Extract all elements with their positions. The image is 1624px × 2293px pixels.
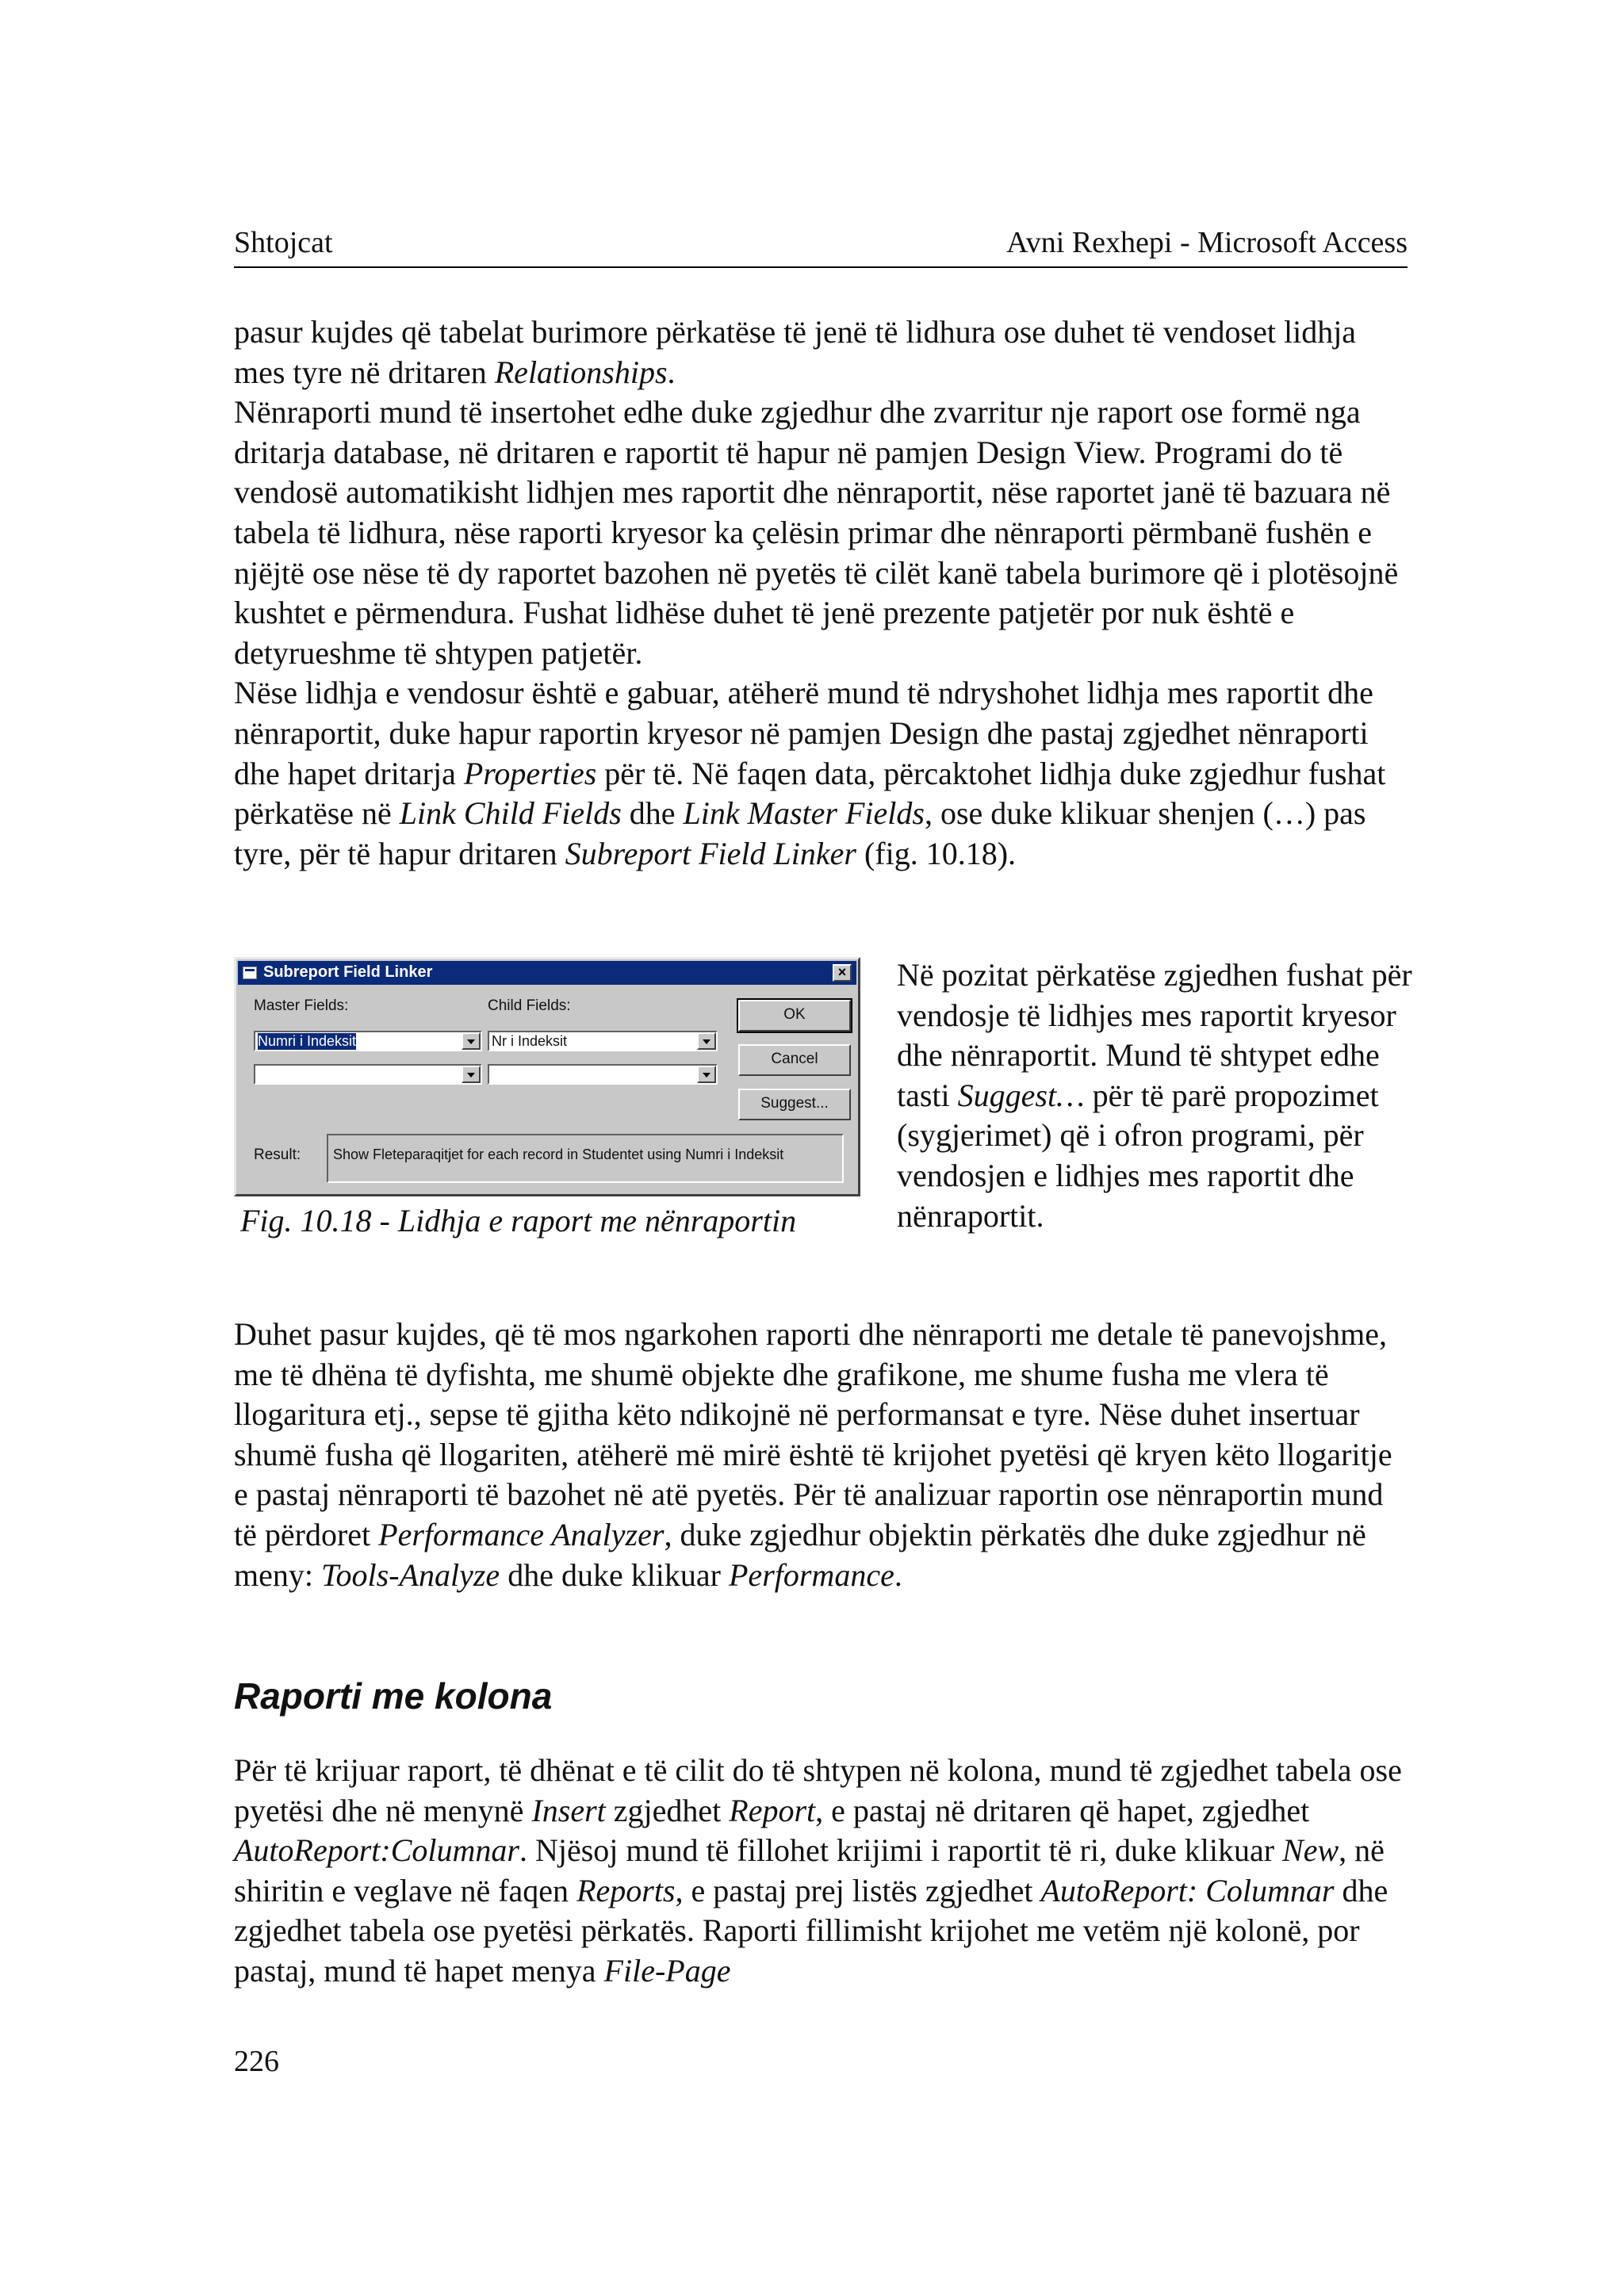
text-run: . Njësoj mund të fillohet krijimi i raportit të ri, duke klikuar bbox=[519, 1832, 1283, 1869]
text-run: dhe zgjedhet tabela ose pyetësi përkatës. Raporti fillimisht krijohet me vetëm një kolonë, por pastaj, mund të hapet menya bbox=[234, 1872, 1388, 1989]
child-field-select-1[interactable] bbox=[488, 1031, 718, 1051]
paragraph-columnar bbox=[234, 1751, 1408, 1992]
italic-term: Tools-Analyze bbox=[320, 1556, 500, 1593]
child-field-value: Nr i Indeksit bbox=[492, 1033, 568, 1049]
italic-term: Link Master Fields bbox=[683, 795, 925, 832]
section-heading: Raporti me kolona bbox=[234, 1675, 553, 1717]
chevron-down-icon[interactable] bbox=[462, 1066, 481, 1083]
text-run: dhe bbox=[621, 795, 684, 832]
paragraph-intro bbox=[234, 312, 1408, 874]
result-label: Result: bbox=[254, 1146, 301, 1163]
master-field-select-2[interactable] bbox=[254, 1064, 482, 1085]
window-icon bbox=[243, 967, 257, 979]
text-run: Nëse lidhja e vendosur është e gabuar, atëherë mund të ndryshohet lidhja mes raportit dhe nënraportit, duke hapur raportin kryesor në pamjen Design dhe pastaj zgjedhet nënraporti dhe hapet dritarja bbox=[234, 675, 1373, 791]
child-field-select-2[interactable] bbox=[488, 1064, 718, 1085]
child-fields-label: Child Fields: bbox=[488, 997, 571, 1014]
figure-caption: Fig. 10.18 - Lidhja e raport me nënraportin bbox=[240, 1203, 797, 1238]
italic-term: Report bbox=[729, 1792, 816, 1828]
page-header bbox=[234, 225, 1408, 268]
text-run: Duhet pasur kujdes, që të mos ngarkohen raporti dhe nënraporti me detale të panevojshme, me të dhëna të dyfishta, me shumë objekte dhe grafikone, me shume fusha me vlera të llogaritura etj., sepse të gjitha këto ndikojnë në performansat e tyre. Nëse duhet insertuar shumë fusha që llogariten, atëherë më mirë është të krijohet pyetësi që kryen këto llogaritje e pastaj nënraporti të bazohet në atë pyetës. Për të analizuar raportin ose nënraportin mund të përdoret bbox=[234, 1316, 1392, 1552]
text-run: . bbox=[667, 354, 676, 390]
result-text: Show Fleteparaqitjet for each record in Studentet using Numri i Indeksit bbox=[327, 1134, 844, 1183]
italic-term: Suggest… bbox=[957, 1077, 1085, 1113]
master-field-value: Numri i Indeksit bbox=[258, 1033, 357, 1049]
master-fields-label: Master Fields: bbox=[254, 997, 349, 1014]
dialog-title: Subreport Field Linker bbox=[263, 963, 433, 981]
italic-term: Properties bbox=[463, 755, 597, 791]
text-run: për të parë propozimet (sygjerimet) që i ofron programi, për vendosjen e lidhjes mes raportit dhe nënraportit. bbox=[897, 1077, 1379, 1234]
italic-term: New bbox=[1282, 1832, 1339, 1869]
chevron-down-icon[interactable] bbox=[462, 1032, 481, 1050]
cancel-button[interactable]: Cancel bbox=[738, 1044, 851, 1076]
text-run: pasur kujdes që tabelat burimore përkatëse të jenë të lidhura ose duhet të vendoset lidhja mes tyre në dritaren bbox=[234, 314, 1357, 390]
text-run: për të. Në faqen data, përcaktohet lidhja duke zgjedhur fushat përkatëse në bbox=[234, 755, 1386, 832]
italic-term: Performance bbox=[729, 1556, 894, 1593]
text-run: , ose duke klikuar shenjen (…) pas tyre, për të hapur dritaren bbox=[234, 795, 1366, 871]
text-run: . bbox=[894, 1556, 902, 1593]
text-run: (fig. 10.18). bbox=[856, 835, 1017, 871]
text-run: , e pastaj prej listës zgjedhet bbox=[675, 1872, 1041, 1908]
paragraph-performance bbox=[234, 1315, 1408, 1595]
text-run: dhe duke klikuar bbox=[500, 1556, 729, 1593]
text-run: , në shiritin e veglave në faqen bbox=[234, 1832, 1385, 1908]
header-book-title: Avni Rexhepi - Microsoft Access bbox=[1006, 226, 1408, 259]
chevron-down-icon[interactable] bbox=[697, 1066, 716, 1083]
subreport-field-linker-dialog bbox=[234, 957, 860, 1196]
page-number: 226 bbox=[234, 2045, 279, 2078]
suggest-button[interactable]: Suggest... bbox=[738, 1089, 851, 1120]
italic-term: Performance Analyzer bbox=[378, 1516, 665, 1552]
chevron-down-icon[interactable] bbox=[697, 1032, 716, 1050]
italic-term: AutoReport:Columnar bbox=[234, 1832, 519, 1869]
header-section-title: Shtojcat bbox=[234, 226, 333, 259]
paragraph-side-note bbox=[897, 955, 1412, 1236]
italic-term: Insert bbox=[531, 1792, 606, 1828]
text-run: zgjedhet bbox=[605, 1792, 730, 1828]
text-run: , duke zgjedhur objektin përkatës dhe duke zgjedhur në meny: bbox=[234, 1516, 1366, 1593]
close-button[interactable]: × bbox=[833, 964, 852, 982]
italic-term: AutoReport: Columnar bbox=[1040, 1872, 1335, 1908]
master-field-select-1[interactable] bbox=[254, 1031, 482, 1051]
italic-term: Subreport Field Linker bbox=[565, 835, 856, 871]
text-run: Në pozitat përkatëse zgjedhen fushat për vendosje të lidhjes mes raportit kryesor dhe nënraportit. Mund të shtypet edhe tasti bbox=[897, 957, 1412, 1113]
text-run: , e pastaj në dritaren që hapet, zgjedhet bbox=[815, 1792, 1310, 1828]
italic-term: Reports bbox=[576, 1872, 676, 1908]
italic-term: Relationships bbox=[494, 354, 668, 390]
dialog-titlebar bbox=[238, 961, 856, 985]
italic-term: Link Child Fields bbox=[399, 795, 622, 832]
text-run: Për të krijuar raport, të dhënat e të cilit do të shtypen në kolona, mund të zgjedhet tabela ose pyetësi dhe në menynë bbox=[234, 1752, 1402, 1828]
text-run: Nënraporti mund të insertohet edhe duke zgjedhur dhe zvarritur nje raport ose formë nga dritarja database, në dritaren e raportit të hapur në pamjen Design View. Programi do të vendosë automatikisht lidhjen mes raportit dhe nënraportit, nëse raportet janë të bazuara në tabela të lidhura, nëse raporti kryesor ka çelësin primar dhe nënraporti përmbanë fushën e njëjtë ose nëse të dy raportet bazohen në pyetës të cilët kanë tabela burimore që i plotësojnë kushtet e përmendura. Fushat lidhëse duhet të jenë prezente patjetër por nuk është e detyrueshme të shtypen patjetër. bbox=[234, 394, 1399, 671]
italic-term: File-Page bbox=[603, 1952, 731, 1989]
ok-button[interactable]: OK bbox=[738, 1000, 851, 1032]
